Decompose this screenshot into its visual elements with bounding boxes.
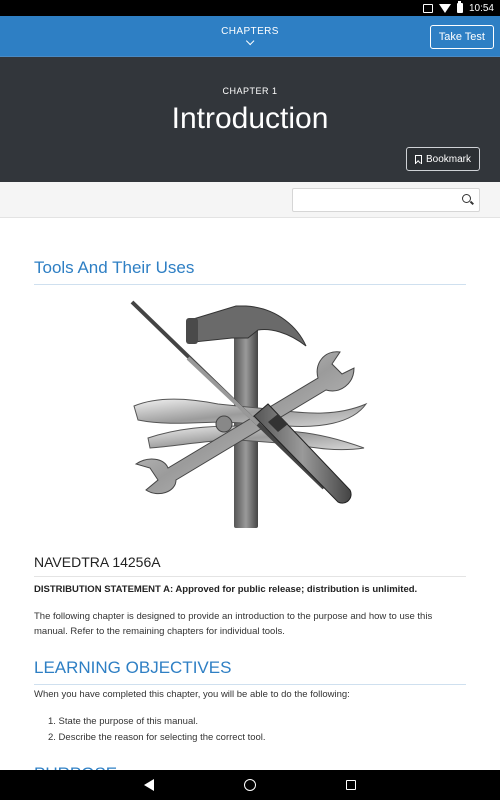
chapter-content <box>34 218 466 770</box>
tools-illustration <box>128 298 368 533</box>
search-icon[interactable] <box>462 194 471 203</box>
objectives-intro: When you have completed this chapter, you will be able to do the following: <box>34 689 350 700</box>
search-input[interactable] <box>293 189 453 211</box>
distribution-statement: DISTRIBUTION STATEMENT A: Approved for public release; distribution is unlimited. <box>34 584 418 595</box>
battery-icon <box>457 3 463 13</box>
bookmark-icon <box>415 155 422 164</box>
search-box[interactable] <box>292 188 480 212</box>
objective-item: 2. Describe the reason for selecting the correct tool. <box>48 732 266 743</box>
home-icon[interactable] <box>244 779 256 791</box>
back-icon[interactable] <box>144 779 154 791</box>
chevron-down-icon <box>246 37 254 45</box>
bookmark-button[interactable] <box>406 147 480 171</box>
navigation-bar <box>0 770 500 800</box>
wifi-icon <box>439 4 451 13</box>
recents-icon[interactable] <box>346 780 356 790</box>
intro-paragraph: The following chapter is designed to provide an introduction to the purpose and how to use this manual. Refer to the remaining chapters for individual tools. <box>34 611 433 637</box>
objectives-title: LEARNING OBJECTIVES <box>34 658 466 685</box>
chapter-number: CHAPTER 1 <box>222 86 278 96</box>
vibrate-icon <box>423 4 433 13</box>
chapter-title: Introduction <box>171 102 329 135</box>
status-bar <box>0 0 500 16</box>
search-row <box>0 182 500 218</box>
section-title: Tools And Their Uses <box>34 258 466 285</box>
chapters-label: CHAPTERS <box>221 26 279 37</box>
objectives-list <box>34 714 466 746</box>
app-bar <box>0 16 500 56</box>
take-test-button[interactable]: Take Test <box>430 25 494 49</box>
document-number: NAVEDTRA 14256A <box>34 554 466 577</box>
status-time: 10:54 <box>468 2 494 14</box>
chapter-header <box>0 56 500 182</box>
chapters-menu-button[interactable] <box>221 26 279 44</box>
bookmark-label: Bookmark <box>425 153 471 165</box>
status-icons <box>423 0 494 16</box>
objective-item: 1. State the purpose of this manual. <box>48 716 198 727</box>
